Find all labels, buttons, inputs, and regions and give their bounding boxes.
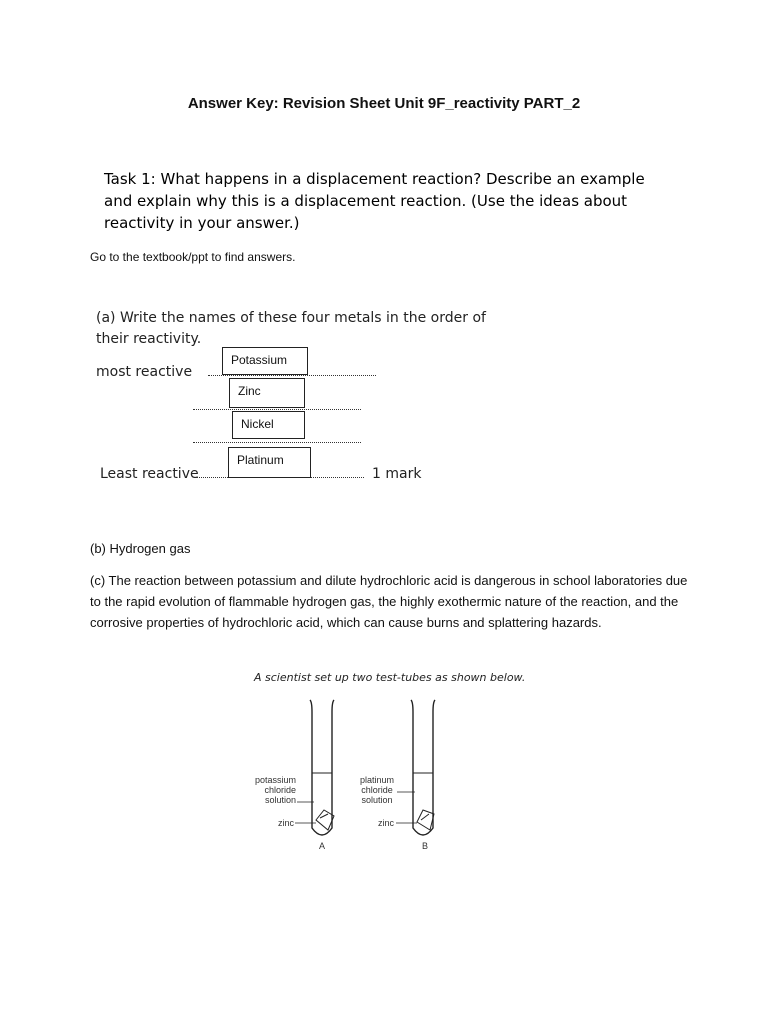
answer-box-potassium[interactable]: Potassium bbox=[222, 347, 308, 375]
tube-b-label: B bbox=[421, 841, 429, 851]
test-tube-diagram bbox=[240, 690, 480, 860]
page-title: Answer Key: Revision Sheet Unit 9F_reactivity PART_2 bbox=[187, 95, 581, 112]
tube-a-solution-line1: potassium bbox=[254, 775, 296, 785]
answer-line bbox=[193, 442, 361, 443]
tube-b-solution-line3: solution bbox=[361, 795, 393, 805]
answer-b: (b) Hydrogen gas bbox=[90, 541, 191, 556]
answer-box-zinc[interactable]: Zinc bbox=[229, 378, 305, 408]
task1-prompt: Task 1: What happens in a displacement reaction? Describe an example and explain why this is a displacement reaction. (Use the ideas about reactivity in your answer.) bbox=[104, 170, 645, 232]
answer-box-platinum[interactable]: Platinum bbox=[228, 447, 311, 478]
answer-line bbox=[193, 409, 361, 410]
tube-b-solution-line1: platinum bbox=[359, 775, 395, 785]
test-tube-a bbox=[310, 700, 334, 835]
answer-box-nickel[interactable]: Nickel bbox=[232, 411, 305, 439]
tube-b-metal-label: zinc bbox=[377, 818, 394, 828]
answer-c: (c) The reaction between potassium and dilute hydrochloric acid is dangerous in school laboratories due to the rapid evolution of flammable hydrogen gas, the highly exothermic nature of the reaction, and the corrosive properties of hydrochloric acid, which can cause burns and splattering hazards. bbox=[90, 573, 688, 630]
most-reactive-label: most reactive bbox=[96, 364, 193, 380]
question-a-line1: (a) Write the names of these four metals in the order of bbox=[96, 310, 486, 326]
tube-a-solution-line2: chloride bbox=[264, 785, 296, 795]
tube-a-label: A bbox=[318, 841, 326, 851]
diagram-caption: A scientist set up two test-tubes as shown below. bbox=[254, 671, 526, 684]
test-tube-b bbox=[411, 700, 435, 835]
zinc-piece-b bbox=[417, 810, 434, 830]
tube-a-solution-line3: solution bbox=[264, 795, 296, 805]
tube-a-metal-label: zinc bbox=[277, 818, 294, 828]
question-a-line2: their reactivity. bbox=[96, 331, 202, 347]
least-reactive-label: Least reactive bbox=[100, 466, 199, 482]
goto-instruction: Go to the textbook/ppt to find answers. bbox=[90, 250, 296, 264]
mark-label: 1 mark bbox=[372, 466, 422, 482]
answer-line bbox=[208, 375, 376, 376]
tube-b-solution-line2: chloride bbox=[361, 785, 393, 795]
zinc-piece-a bbox=[316, 810, 334, 830]
